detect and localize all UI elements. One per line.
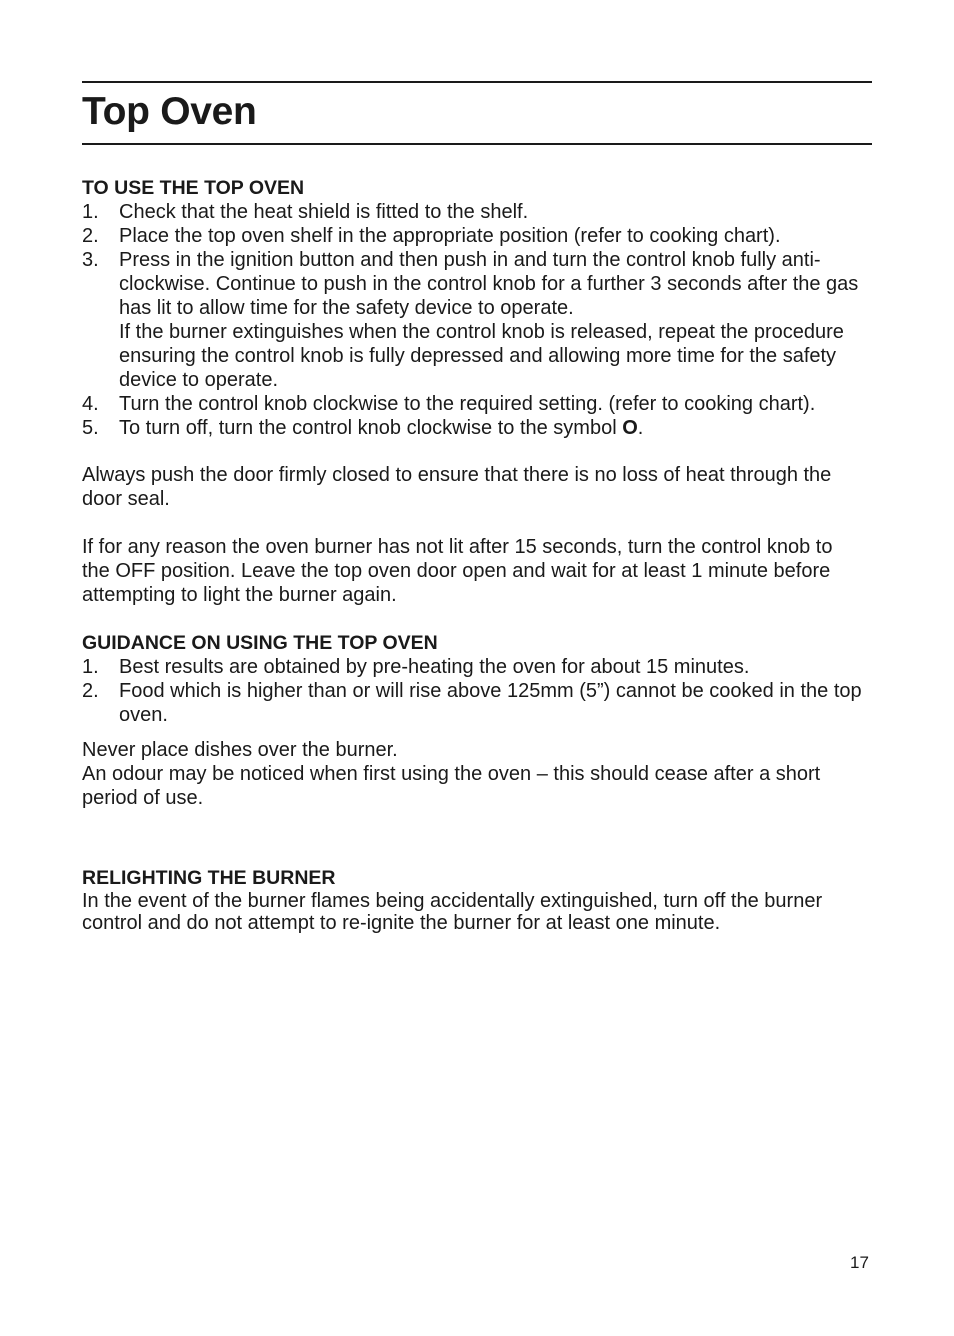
guidance-notes: [82, 738, 852, 810]
section-relight: [82, 866, 872, 934]
list-text-block: [119, 248, 882, 392]
list-item: [82, 416, 882, 440]
list-item: [82, 392, 882, 416]
list-item: [82, 679, 882, 727]
paragraph: In the event of the burner flames being accidentally extinguished, turn off the burner control and do not attempt to re-ignite the burner for at least one minute.: [82, 890, 823, 934]
section-heading: TO USE THE TOP OVEN: [82, 177, 305, 199]
list-text: Place the top oven shelf in the appropriate position (refer to cooking chart).: [119, 225, 781, 247]
top-rule: [82, 81, 872, 83]
list-text: Food which is higher than or will rise above 125mm (5”) cannot be cooked in the top oven.: [119, 680, 862, 726]
list-item: [82, 655, 882, 679]
list-number: 4.: [82, 393, 99, 415]
list-number: 2.: [82, 680, 99, 702]
paragraph-not-lit: [82, 535, 852, 607]
list-text: To turn off, turn the control knob clockwise to the symbol: [119, 417, 623, 439]
off-symbol: O: [622, 417, 638, 439]
list-text: Turn the control knob clockwise to the required setting. (refer to cooking chart).: [119, 393, 816, 415]
list-number: 1.: [82, 656, 99, 678]
page-title: Top Oven: [82, 90, 257, 133]
paragraph-door: [82, 463, 874, 511]
list-text: Check that the heat shield is fitted to the shelf.: [119, 201, 529, 223]
section-heading: RELIGHTING THE BURNER: [82, 867, 336, 889]
list-item: [82, 200, 882, 224]
list-text-block: [119, 416, 882, 440]
section-guidance: [82, 631, 882, 727]
page-number: 17: [850, 1253, 869, 1272]
list-number: 5.: [82, 417, 99, 439]
section-heading: GUIDANCE ON USING THE TOP OVEN: [82, 632, 438, 654]
paragraph: Always push the door firmly closed to ensure that there is no loss of heat through the door seal.: [82, 464, 832, 510]
list-text: Press in the ignition button and then push in and turn the control knob fully anti-clockwise. Continue to push in the control knob for a further 3 seconds after the gas has lit to allow time for the safety device to operate.: [119, 249, 859, 319]
list-text: Best results are obtained by pre-heating the oven for about 15 minutes.: [119, 656, 750, 678]
list-text-end: .: [637, 417, 644, 439]
list-item: [82, 224, 882, 248]
note-line: An odour may be noticed when first using the oven – this should cease after a short period of use.: [82, 763, 821, 809]
list-text-continued: If the burner extinguishes when the control knob is released, repeat the procedure ensuring the control knob is fully depressed and allowing more time for the safety device to operate.: [119, 321, 844, 391]
bottom-rule: [82, 143, 872, 145]
list-item: [82, 248, 882, 392]
list-number: 1.: [82, 201, 99, 223]
list-number: 2.: [82, 225, 99, 247]
list-number: 3.: [82, 249, 99, 271]
note-line: Never place dishes over the burner.: [82, 739, 398, 761]
paragraph: If for any reason the oven burner has not lit after 15 seconds, turn the control knob to the OFF position. Leave the top oven door open and wait for at least 1 minute before attempting to light the burner again.: [82, 536, 833, 606]
section-to-use: [82, 176, 882, 440]
